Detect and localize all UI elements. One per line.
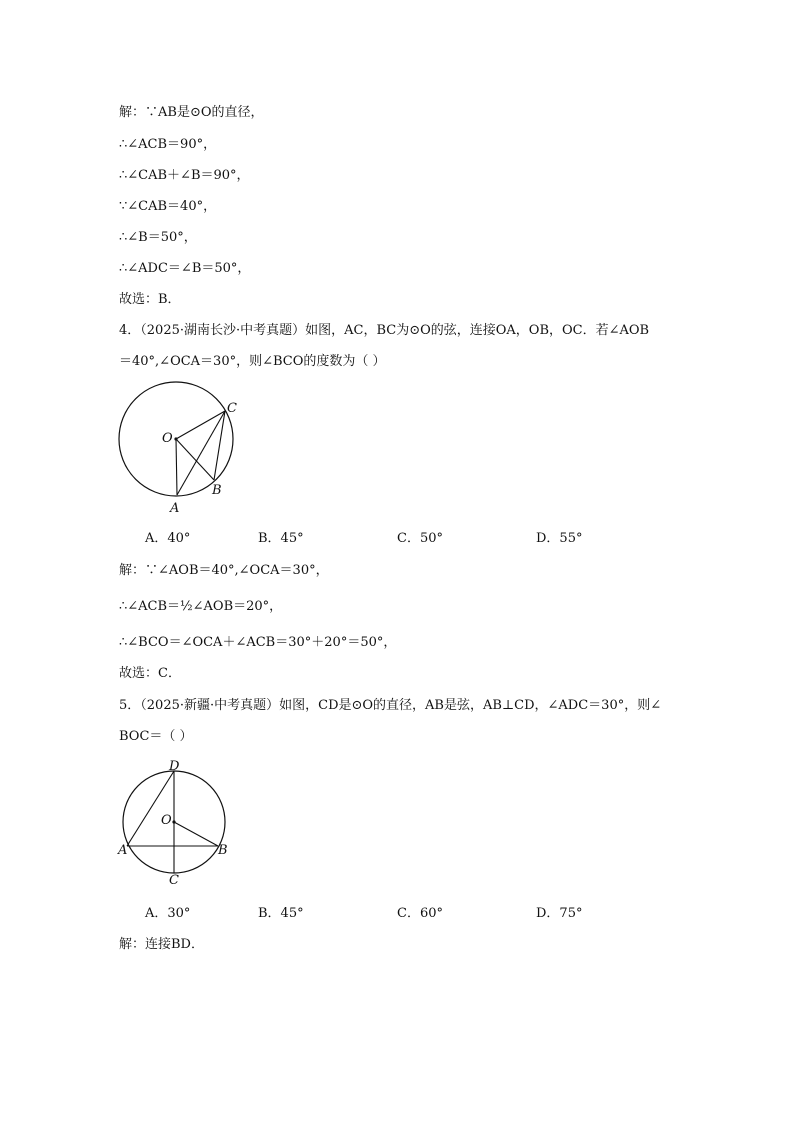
q5-segment-ob [174, 822, 218, 846]
solution1-answer: 故选：B． [119, 292, 181, 307]
q5-label-o: O [161, 813, 172, 828]
q4-option-d[interactable]: D．55° [536, 531, 583, 546]
q5-option-d[interactable]: D．75° [536, 906, 583, 921]
q4-label-b: B [212, 483, 222, 498]
q5-label-c: C [169, 873, 179, 888]
q4-label-c: C [227, 401, 237, 416]
q5-option-b[interactable]: B．45° [258, 906, 304, 921]
q4-center-dot [174, 437, 177, 440]
q5-label-a: A [118, 843, 128, 858]
solution1-line-1: 解：∵AB是⊙O的直径， [119, 105, 264, 120]
q4-label-a: A [170, 501, 180, 516]
q4-option-b[interactable]: B．45° [258, 531, 304, 546]
q4-answer: 故选：C． [119, 666, 181, 681]
q4-solution-line-2: ∴∠ACB＝½∠AOB＝20°， [119, 599, 283, 614]
q4-solution-line-1: 解：∵∠AOB＝40°,∠OCA＝30°， [119, 563, 329, 578]
solution1-line-3: ∴∠CAB＋∠B＝90°， [119, 168, 250, 183]
q4-segment-oa [176, 439, 177, 495]
solution1-line-5: ∴∠B＝50°， [119, 230, 197, 245]
q4-label-o: O [162, 431, 173, 446]
q4-stem-line-2: ＝40°,∠OCA＝30°，则∠BCO的度数为（ ） [119, 354, 386, 369]
solution1-line-4: ∵∠CAB＝40°， [119, 199, 217, 214]
q5-option-a[interactable]: A．30° [145, 906, 191, 921]
q4-option-a[interactable]: A．40° [145, 531, 191, 546]
q4-segment-ob [176, 439, 214, 480]
q4-segment-oc [176, 411, 225, 439]
q4-figure [110, 395, 250, 520]
q5-option-c[interactable]: C．60° [397, 906, 443, 921]
q5-stem-line-1: 5．（2025·新疆·中考真题）如图，CD是⊙O的直径，AB是弦，AB⊥CD，∠ADC＝30°，则∠ [119, 698, 662, 713]
q5-label-b: B [218, 843, 228, 858]
solution1-line-2: ∴∠ACB＝90°， [119, 137, 217, 152]
q5-label-d: D [169, 759, 180, 774]
q4-solution-line-3: ∴∠BCO＝∠OCA＋∠ACB＝30°＋20°＝50°， [119, 635, 397, 650]
q5-solution-line-1: 解：连接BD． [119, 937, 204, 952]
q4-option-c[interactable]: C．50° [397, 531, 443, 546]
solution1-line-6: ∴∠ADC＝∠B＝50°， [119, 261, 251, 276]
q4-stem-line-1: 4．（2025·湖南长沙·中考真题）如图，AC，BC为⊙O的弦，连接OA，OB，OC．若∠AOB [119, 323, 650, 338]
q5-stem-line-2: BOC＝（ ） [119, 729, 193, 744]
q5-center-dot [172, 820, 175, 823]
q5-figure [115, 758, 240, 888]
q5-segment-ad [127, 771, 174, 846]
